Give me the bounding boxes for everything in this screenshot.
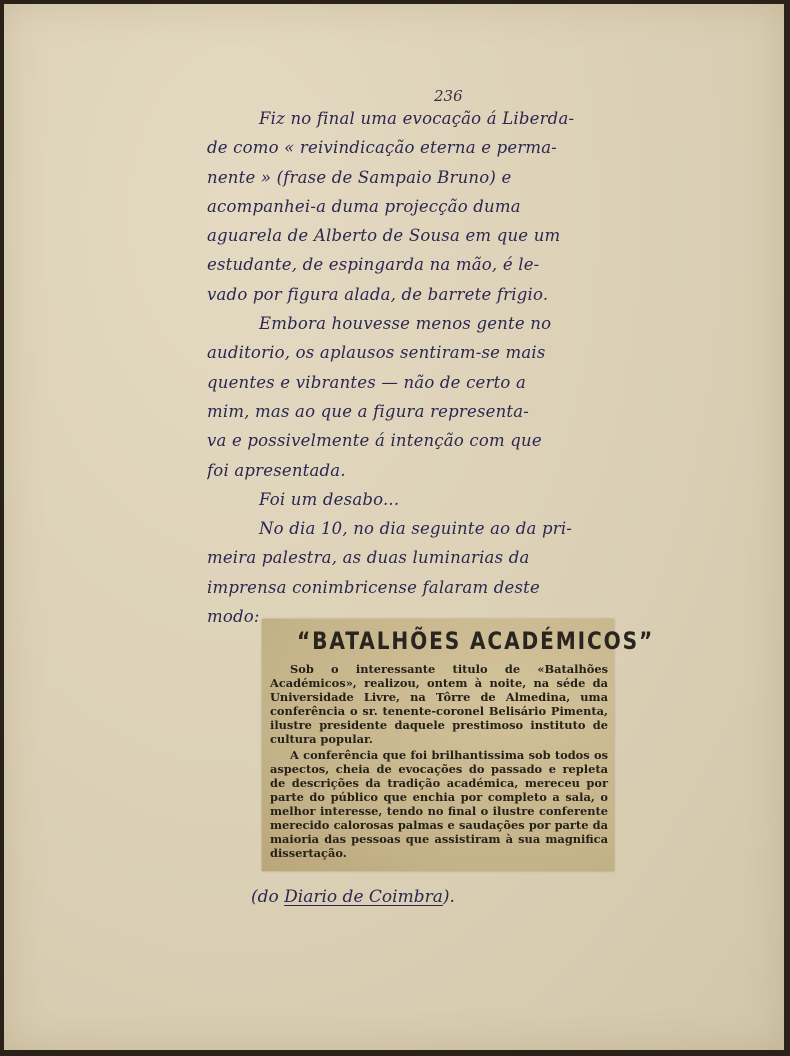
clipping-paragraph: Sob o interessante titulo de «Batalhões Académicos», realizou, ontem à noite, na séde da Universidade Livre, na Tôrre de Almedina, uma conferência o sr. tenente-coronel Belisário Pimenta, ilustre presidente daquele prestimoso instituto de cultura popular. [270, 662, 608, 746]
manuscript-line: de como « reivindicação eterna e perma- [207, 138, 558, 158]
clipping-headline: “BATALHÕES ACADÉMICOS” [297, 627, 655, 655]
manuscript-line: modo: [207, 607, 260, 627]
manuscript-line: Foi um desabo... [259, 489, 400, 509]
manuscript-line: aguarela de Alberto de Sousa em que um [207, 226, 561, 246]
clipping-body [270, 663, 608, 861]
manuscript-line: Fiz no final uma evocação á Liberda- [259, 109, 575, 128]
source-note [251, 887, 455, 907]
newspaper-clipping [262, 619, 655, 871]
manuscript-line: Embora houvesse menos gente no [259, 314, 552, 334]
manuscript-line: nente » (frase de Sampaio Bruno) e [207, 167, 512, 187]
handwritten-text [207, 104, 692, 631]
manuscript-line: estudante, de espingarda na mão, é le- [207, 255, 540, 275]
manuscript-line: mim, mas ao que a figura representa- [207, 401, 530, 421]
newspaper-name: Diario de Coimbra [284, 887, 443, 907]
manuscript-line: imprensa conimbricense falaram deste [207, 577, 540, 597]
source-prefix: (do [251, 887, 285, 907]
manuscript-page [4, 4, 784, 1050]
manuscript-line: meira palestra, as duas luminarias da [207, 548, 530, 568]
manuscript-line: acompanhei-a duma projecção duma [207, 196, 521, 216]
manuscript-line: foi apresentada. [207, 460, 346, 480]
page-number: 236 [434, 87, 463, 105]
manuscript-line: quentes e vibrantes — não de certo a [207, 372, 527, 392]
manuscript-line: No dia 10, no dia seguinte ao da pri- [259, 519, 573, 539]
source-suffix: ). [442, 887, 455, 907]
clipping-paragraph: A conferência que foi brilhantissima sob todos os aspectos, cheia de evocações do passado e repleta de descrições da tradição académica, mereceu por parte do público que enchia por completo a sala, o melhor interesse, tendo no final o ilustre conferente merecido calorosas palmas e saudações por parte da maioria das pessoas que assistiram à sua magnifica dissertação. [270, 748, 608, 860]
manuscript-line: auditorio, os aplausos sentiram-se mais [207, 343, 546, 363]
manuscript-line: vado por figura alada, de barrete frigio. [207, 284, 549, 304]
manuscript-line: va e possivelmente á intenção com que [207, 431, 542, 451]
